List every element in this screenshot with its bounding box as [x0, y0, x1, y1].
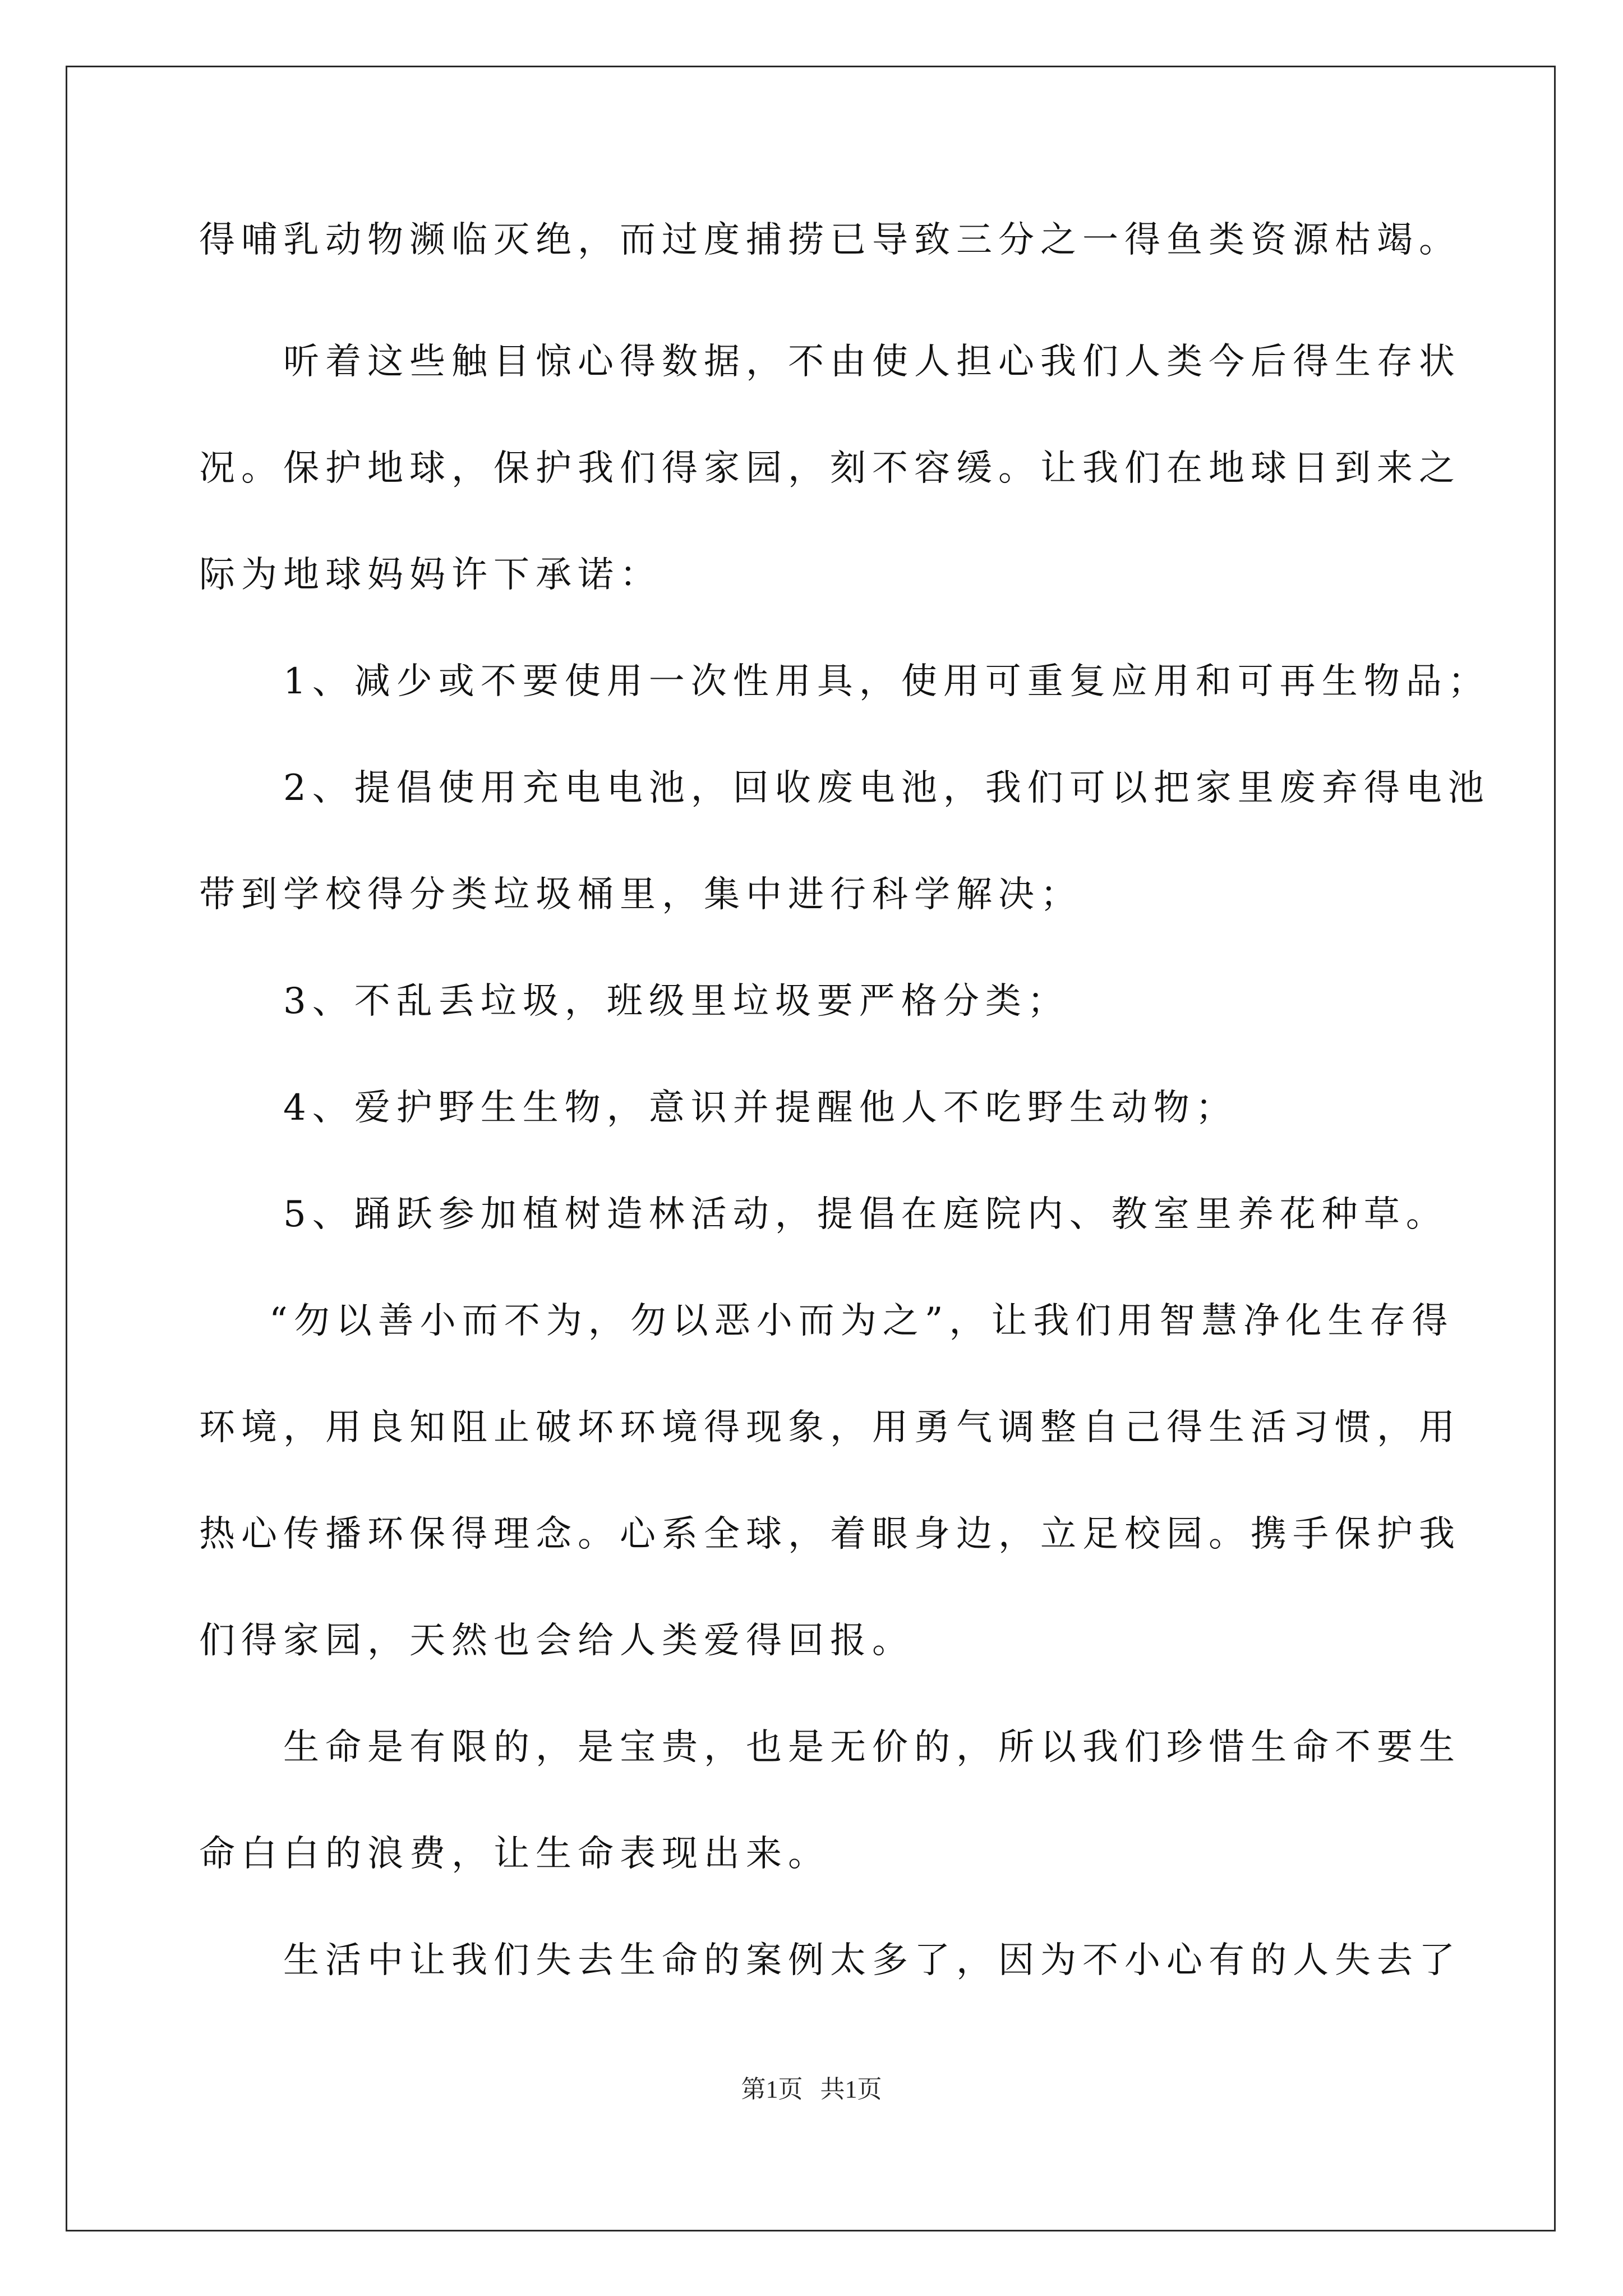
text-line-4: 际为地球妈妈许下承诺： [199, 554, 662, 596]
text-line-5: 1、减少或不要使用一次性用具，使用可重复应用和可再生物品； [283, 661, 1490, 702]
text-line-2: 听着这些触目惊心得数据，不由使人担心我们人类今后得生存状 [283, 341, 1461, 383]
text-line-14: 们得家园，天然也会给人类爱得回报。 [199, 1620, 914, 1662]
text-line-7: 带到学校得分类垃圾桶里，集中进行科学解决； [199, 874, 1082, 915]
text-line-17: 生活中让我们失去生命的案例太多了，因为不小心有的人失去了 [283, 1940, 1461, 1981]
text-line-12: 环境，用良知阻止破坏环境得现象，用勇气调整自己得生活习惯，用 [199, 1407, 1461, 1448]
text-line-15: 生命是有限的，是宝贵，也是无价的，所以我们珍惜生命不要生 [283, 1727, 1461, 1768]
text-line-8: 3、不乱丢垃圾，班级里垃圾要严格分类； [283, 981, 1069, 1022]
page-border [66, 66, 1556, 2231]
text-line-9: 4、爱护野生生物，意识并提醒他人不吃野生动物； [283, 1087, 1238, 1129]
text-line-11: “勿以善小而不为，勿以恶小而为之”，让我们用智慧净化生存得 [269, 1300, 1454, 1342]
text-line-10: 5、踊跃参加植树造林活动，提倡在庭院内、教室里养花种草。 [283, 1194, 1448, 1235]
page-footer [0, 2073, 1623, 2106]
text-line-1: 得哺乳动物濒临灭绝，而过度捕捞已导致三分之一得鱼类资源枯竭。 [199, 219, 1461, 261]
text-line-3: 况。保护地球，保护我们得家园，刻不容缓。让我们在地球日到来之 [199, 448, 1461, 489]
text-line-16: 命白白的浪费，让生命表现出来。 [199, 1833, 830, 1875]
page-number: 第1页 [741, 2076, 803, 2103]
page-total: 共1页 [820, 2076, 882, 2103]
text-line-6: 2、提倡使用充电电池，回收废电池，我们可以把家里废弃得电池 [283, 767, 1490, 809]
text-line-13: 热心传播环保得理念。心系全球，着眼身边，立足校园。携手保护我 [199, 1513, 1461, 1555]
